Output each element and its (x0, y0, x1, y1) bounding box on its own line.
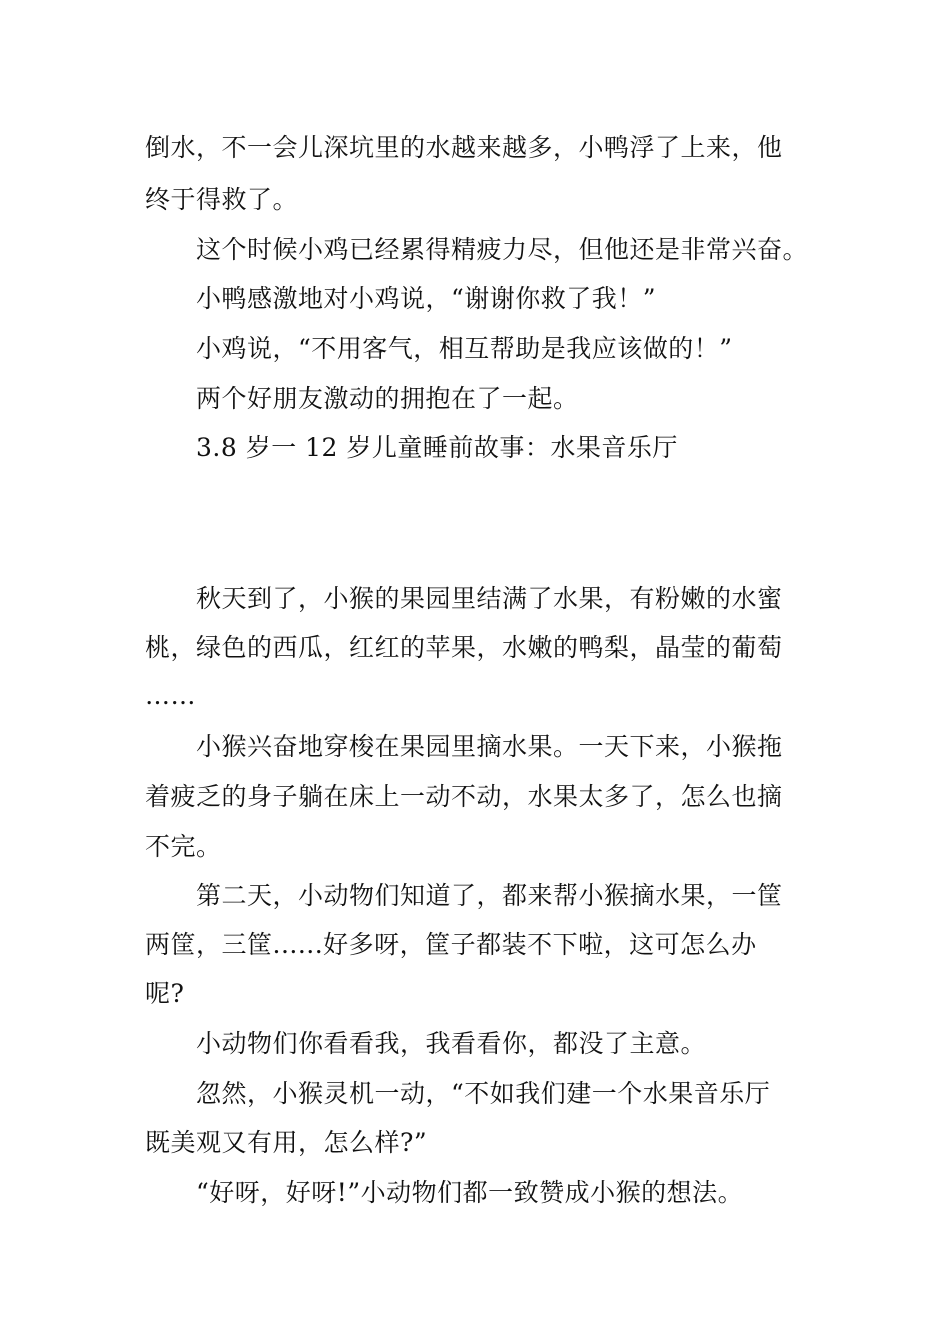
text-line: 两个好朋友激动的拥抱在了一起。 (196, 384, 579, 413)
text-line: 小鸡说，“不用客气，相互帮助是我应该做的！” (196, 334, 733, 363)
text-line: 着疲乏的身子躺在床上一动不动，水果太多了，怎么也摘 (145, 782, 783, 811)
text-line: 终于得救了。 (145, 185, 299, 214)
text-line: 小鸭感激地对小鸡说，“谢谢你救了我！” (196, 284, 657, 313)
text-line: 桃，绿色的西瓜，红红的苹果，水嫩的鸭梨，晶莹的葡萄 (145, 633, 783, 662)
text-line: 秋天到了，小猴的果园里结满了水果，有粉嫩的水蜜 (196, 584, 783, 613)
text-line: 忽然，小猴灵机一动，“不如我们建一个水果音乐厅 (196, 1079, 771, 1108)
text-line: 两筐，三筐......好多呀，筐子都装不下啦，这可怎么办 (145, 930, 757, 959)
text-line: 既美观又有用，怎么样?” (145, 1128, 428, 1157)
text-line: 这个时候小鸡已经累得精疲力尽，但他还是非常兴奋。 (196, 235, 809, 264)
text-line: 倒水，不一会儿深坑里的水越来越多，小鸭浮了上来，他 (145, 133, 783, 162)
section-heading: 3.8 岁一 12 岁儿童睡前故事：水果音乐厅 (196, 433, 678, 462)
text-line: …… (145, 681, 196, 710)
text-line: 第二天，小动物们知道了，都来帮小猴摘水果，一筐 (196, 881, 783, 910)
text-line: 呢? (145, 979, 185, 1008)
text-line: 小动物们你看看我，我看看你，都没了主意。 (196, 1029, 707, 1058)
text-line: “好呀，好呀!”小动物们都一致赞成小猴的想法。 (196, 1178, 744, 1207)
text-line: 小猴兴奋地穿梭在果园里摘水果。一天下来，小猴拖 (196, 732, 783, 761)
text-line: 不完。 (145, 832, 222, 861)
